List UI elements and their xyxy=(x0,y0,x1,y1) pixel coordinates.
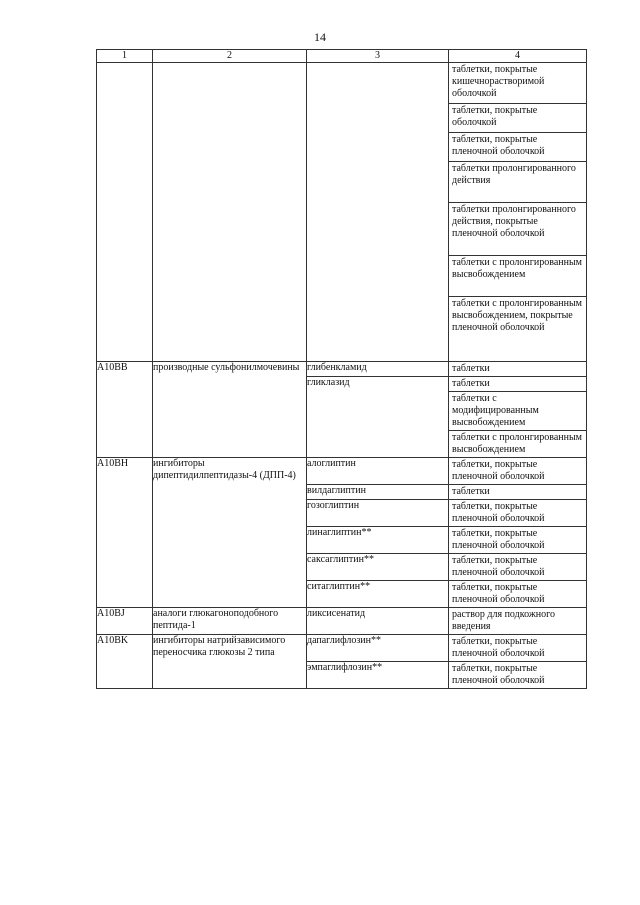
drug-name: гликлазид xyxy=(307,377,449,458)
column-header: 3 xyxy=(307,50,449,63)
dosage-form: таблетки xyxy=(452,363,490,374)
table-row xyxy=(97,458,587,485)
drug-name: ситаглиптин** xyxy=(307,581,449,608)
dosage-form: таблетки, покрытые пленочной оболочкой xyxy=(452,555,545,578)
forms-cell xyxy=(449,608,587,635)
column-header: 1 xyxy=(97,50,153,63)
dosage-form: таблетки пролонгированного действия xyxy=(449,161,586,202)
atc-code: A10BK xyxy=(97,635,153,689)
drug-name: алоглиптин xyxy=(307,458,449,485)
dosage-form: таблетки с пролонгированным высвобождением, покрытые пленочной оболочкой xyxy=(449,296,586,361)
drug-name: вилдаглиптин xyxy=(307,485,449,500)
forms-cell xyxy=(449,581,587,608)
code-cell xyxy=(97,63,153,362)
dosage-form: таблетки xyxy=(452,486,490,497)
group-name: аналоги глюкагоноподобного пептида-1 xyxy=(153,608,307,635)
dosage-form: таблетки, покрытые пленочной оболочкой xyxy=(452,663,545,686)
column-header: 2 xyxy=(153,50,307,63)
dosage-form: таблетки, покрытые пленочной оболочкой xyxy=(449,132,586,161)
drug-name: эмпаглифлозин** xyxy=(307,662,449,689)
dosage-form: таблетки, покрытые пленочной оболочкой xyxy=(452,459,545,482)
forms-cell xyxy=(449,485,587,500)
continued-row xyxy=(97,63,587,362)
drug-name: саксаглиптин** xyxy=(307,554,449,581)
forms-cell xyxy=(449,554,587,581)
forms-cell xyxy=(449,63,587,362)
dosage-form: раствор для подкожного введения xyxy=(452,609,555,632)
atc-code: A10BH xyxy=(97,458,153,608)
header-row xyxy=(97,50,587,63)
dosage-form: таблетки, покрытые пленочной оболочкой xyxy=(452,582,545,605)
group-name: ингибиторы натрийзависимого переносчика глюкозы 2 типа xyxy=(153,635,307,689)
table-row xyxy=(97,362,587,377)
dosage-form: таблетки с пролонгированным высвобождением xyxy=(449,430,586,457)
drug-name: ликсисенатид xyxy=(307,608,449,635)
atc-code: A10BB xyxy=(97,362,153,458)
page-number: 14 xyxy=(314,30,326,44)
dosage-form: таблетки с модифицированным высвобождением xyxy=(449,391,586,430)
drug-name: дапаглифлозин** xyxy=(307,635,449,662)
drug-name: линаглиптин** xyxy=(307,527,449,554)
table-row xyxy=(97,608,587,635)
dosage-form: таблетки с пролонгированным высвобождением xyxy=(449,255,586,296)
drug-table xyxy=(96,49,587,689)
forms-cell xyxy=(449,362,587,377)
dosage-form: таблетки пролонгированного действия, покрытые пленочной оболочкой xyxy=(449,202,586,255)
forms-cell xyxy=(449,662,587,689)
forms-cell xyxy=(449,377,587,458)
forms-cell xyxy=(449,500,587,527)
forms-cell xyxy=(449,527,587,554)
drug-name: глибенкламид xyxy=(307,362,449,377)
forms-cell xyxy=(449,458,587,485)
column-header: 4 xyxy=(449,50,587,63)
dosage-form: таблетки xyxy=(452,378,490,389)
drug-name: гозоглиптин xyxy=(307,500,449,527)
group-name: производные сульфонилмочевины xyxy=(153,362,307,458)
table-row xyxy=(97,635,587,662)
forms-cell xyxy=(449,635,587,662)
dosage-form: таблетки, покрытые кишечнорастворимой оболочкой xyxy=(452,64,545,99)
atc-code: A10BJ xyxy=(97,608,153,635)
drug-cell xyxy=(307,63,449,362)
dosage-form: таблетки, покрытые оболочкой xyxy=(449,103,586,132)
group-name: ингибиторы дипептидилпептидазы-4 (ДПП-4) xyxy=(153,458,307,608)
dosage-form: таблетки, покрытые пленочной оболочкой xyxy=(452,636,545,659)
group-cell xyxy=(153,63,307,362)
dosage-form: таблетки, покрытые пленочной оболочкой xyxy=(452,501,545,524)
dosage-form: таблетки, покрытые пленочной оболочкой xyxy=(452,528,545,551)
